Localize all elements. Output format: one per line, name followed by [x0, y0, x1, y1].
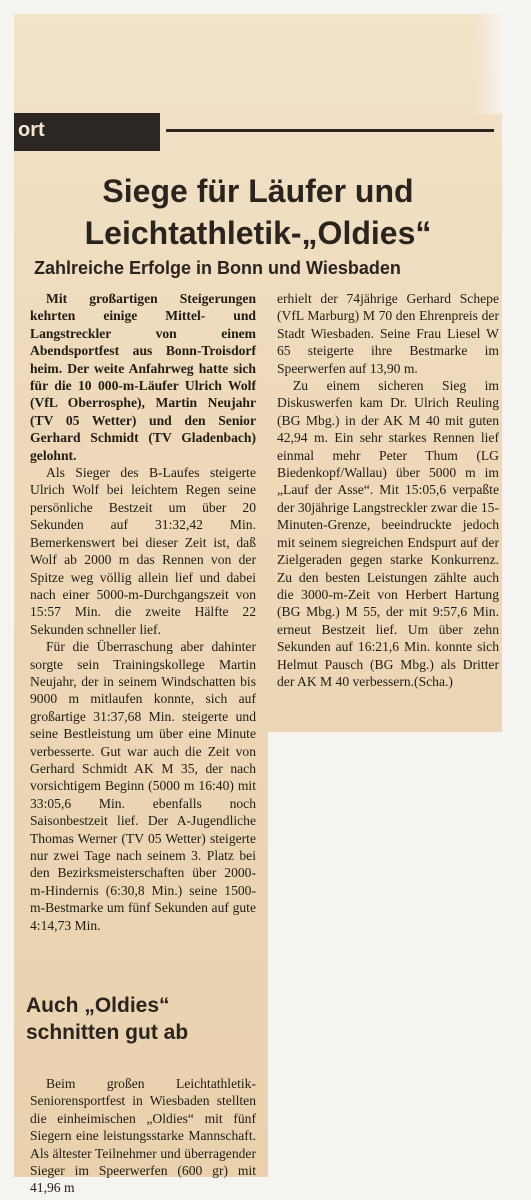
article-column-3	[30, 1075, 256, 1197]
body-paragraph: Für die Überraschung aber dahinter sorgte sein Trainingskollege Martin Neujahr, der in seinem Windschatten bis 9000 m mitlaufen konnte, sich auf großartige 31:37,68 Min. steigerte und seine Bestleistung um über eine Minute verbesserte. Gut war auch die Zeit von Gerhard Schmidt AK M 35, der nach vorsichtigem Beginn (5000 m 16:40) mit 33:05,6 Min. ebenfalls noch Saisonbestzeit lief. Der A-Jugendliche Thomas Werner (TV 05 Wetter) steigerte nur zwei Tage nach seinem 3. Platz bei den Bezirksmeisterschaften über 2000-m-Hindernis (6:30,8 Min.) seine 1500-m-Bestmarke um fünf Sekunden auf gute 4:14,73 Min.	[30, 639, 256, 933]
body-paragraph: Als Sieger des B-Laufes steigerte Ulrich Wolf bei leichtem Regen seine persönliche Bestzeit um über 20 Sekunden auf 31:32,42 Min. Bemerkenswert bei dieser Zeit ist, daß Wolf ab 2000 m das Rennen von der Spitze weg völlig allein lief und dabei nach einer 5000-m-Durchgangszeit von 15:57 Min. die zweite Hälfte 22 Sekunden schneller lief.	[30, 465, 256, 637]
article-column-2	[277, 290, 499, 690]
secondary-headline: Auch „Oldies“ schnitten gut ab	[26, 994, 189, 1044]
subheadline: Zahlreiche Erfolge in Bonn und Wiesbaden	[34, 258, 401, 278]
article-column-1	[30, 290, 256, 934]
section-rule	[166, 129, 494, 132]
body-paragraph: Zu einem sicheren Sieg im Diskuswerfen kam Dr. Ulrich Reuling (BG Mbg.) in der AK M 40 mit guten 42,94 m. Ein sehr starkes Rennen lief einmal mehr Peter Thum (LG Biedenkopf/Wallau) über 5000 m im „Lauf der Asse“. Mit 15:05,6 verpaßte der 30jährige Langstreckler zwar die 15-Minuten-Grenze, beeindruckte jedoch mit seinem siegreichen Endspurt auf der Zielgeraden gegen starke Konkurrenz. Zu den besten Leistungen zählte auch die 3000-m-Zeit von Herbert Hartung (BG Mbg.) M 55, der mit 9:57,6 Min. erneut Bestzeit lief. Um über zehn Sekunden auf 16:21,6 Min. konnte sich Helmut Pausch (BG Mbg.) als Dritter der AK M 40 verbessern.(Scha.)	[277, 378, 499, 689]
section-label: ort	[18, 119, 45, 141]
body-paragraph: Beim großen Leichtathletik-Seniorensportfest in Wiesbaden stellten die einheimischen „Oldies“ mit fünf Siegern eine leistungsstarke Mannschaft. Als ältester Teilnehmer und überragender Sieger im Speerwerfen (600 gr) mit 41,96 m	[30, 1076, 256, 1196]
lead-paragraph: Mit großartigen Steigerungen kehrten einige Mittel- und Langstreckler von einem Abendsportfest aus Bonn-Troisdorf heim. Der weite Anfahrweg hatte sich für die 10 000-m-Läufer Ulrich Wolf (VfL Oberrosphe), Martin Neujahr (TV 05 Wetter) und den Senior Gerhard Schmidt (TV Gladenbach) gelohnt.	[30, 291, 256, 463]
body-paragraph: erhielt der 74jährige Gerhard Schepe (VfL Marburg) M 70 den Ehrenpreis der Stadt Wiesbaden. Seine Frau Liesel W 65 steigerte ihre Bestmarke im Speerwerfen auf 13,90 m.	[277, 291, 499, 376]
headline	[14, 170, 502, 254]
headline-line-2: Leichtathletik-„Oldies“	[84, 215, 432, 251]
headline-line-1: Siege für Läufer und	[102, 173, 414, 209]
